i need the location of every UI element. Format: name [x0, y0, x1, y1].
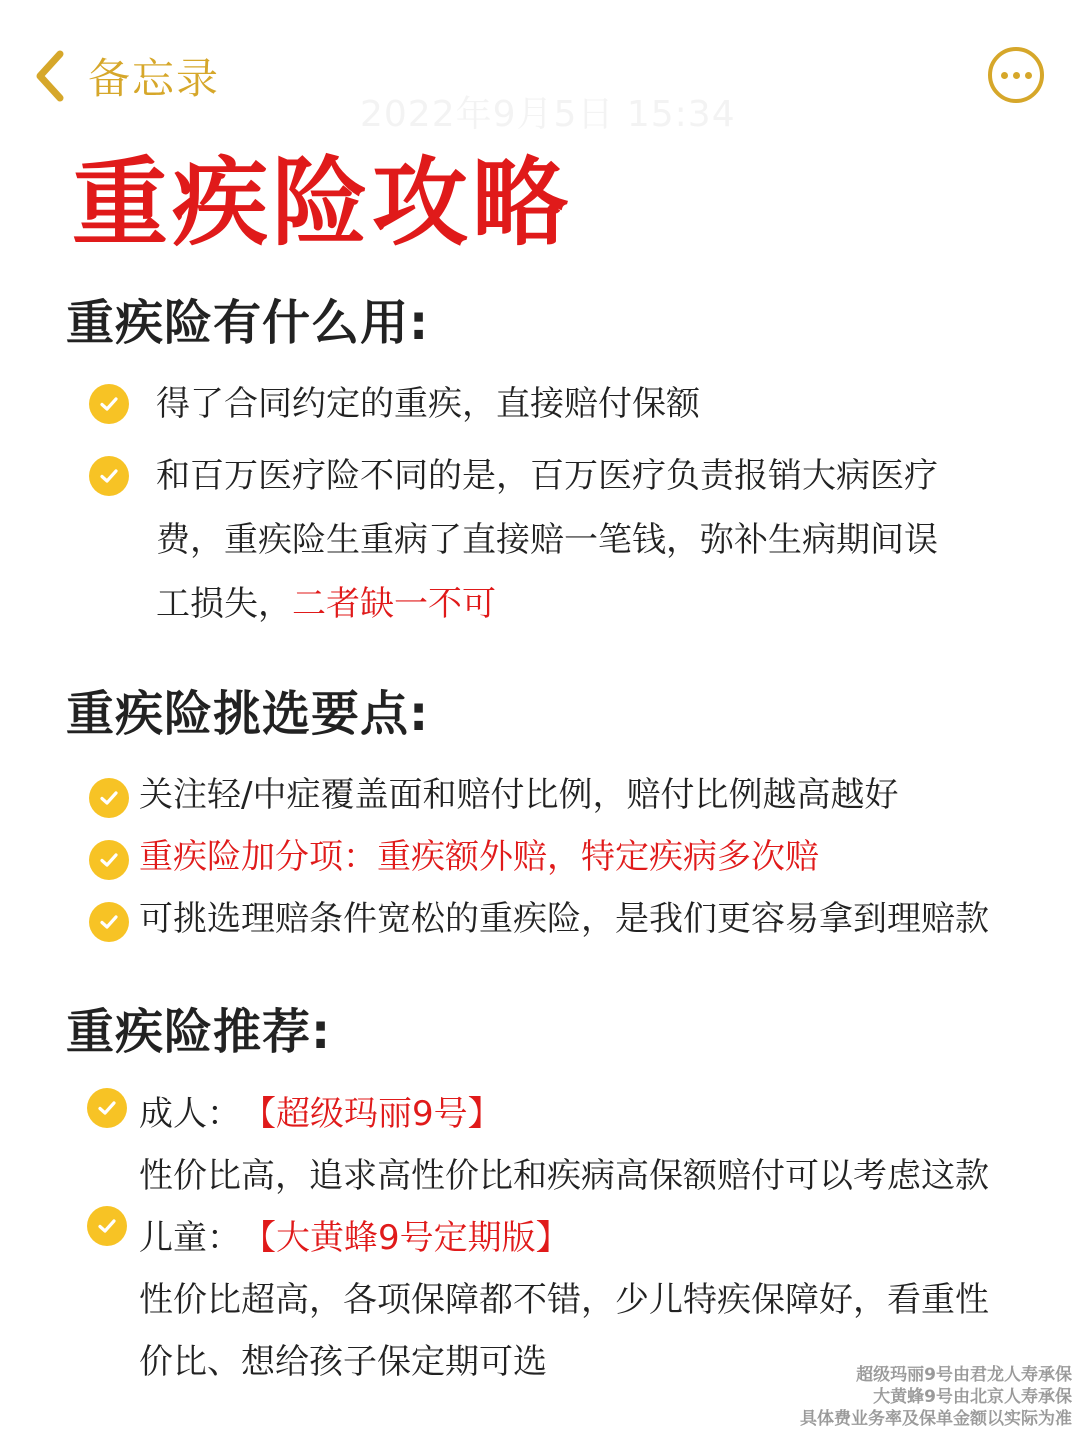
usage-item-2-line-1: 和百万医疗险不同的是，百万医疗负责报销大病医疗 [156, 456, 938, 496]
back-button[interactable] [28, 44, 220, 108]
disclaimer-line: 具体费业务率及保单金额以实际为准 [800, 1409, 1072, 1429]
check-circle-icon [87, 1088, 127, 1128]
recommend-adult-desc: 性价比高，追求高性价比和疾病高保额赔付可以考虑这款 [139, 1156, 989, 1196]
tips-item-2: 重疾险加分项：重疾额外赔，特定疾病多次赔 [139, 837, 819, 877]
recommend-child-label: 儿童： [139, 1218, 241, 1258]
check-circle-icon [89, 778, 129, 818]
highlight-text: 二者缺一不可 [292, 584, 496, 624]
chevron-left-icon [28, 44, 76, 108]
tips-item-1: 关注轻/中症覆盖面和赔付比例，赔付比例越高越好 [139, 775, 899, 815]
usage-item-2-line-3 [156, 582, 496, 626]
recommend-adult-label: 成人： [139, 1094, 241, 1134]
disclaimer-line: 大黄蜂9号由北京人寿承保 [873, 1387, 1072, 1407]
recommend-child-product: 【大黄蜂9号定期版】 [259, 1218, 570, 1258]
note-timestamp: 2022年9月5日 15:34 [360, 94, 736, 135]
page-title: 重疾险攻略 [72, 147, 572, 259]
disclaimer [800, 1364, 1072, 1430]
usage-item-1: 得了合同约定的重疾，直接赔付保额 [156, 384, 700, 424]
check-circle-icon [89, 902, 129, 942]
disclaimer-line: 超级玛丽9号由君龙人寿承保 [856, 1365, 1072, 1385]
section-heading-tips: 重疾险挑选要点: [66, 686, 430, 742]
recommend-child-desc-line-1: 性价比超高，各项保障都不错，少儿特疾保障好，看重性 [139, 1280, 989, 1320]
usage-item-2-line-3-text: 工损失， [156, 584, 292, 624]
more-button[interactable] [988, 47, 1044, 103]
section-heading-usage: 重疾险有什么用: [66, 295, 430, 351]
nav-bar [0, 0, 1080, 150]
check-circle-icon [89, 384, 129, 424]
check-circle-icon [87, 1206, 127, 1246]
section-heading-recommend: 重疾险推荐: [66, 1004, 332, 1060]
recommend-adult [139, 1092, 502, 1136]
usage-item-2-line-2: 费，重疾险生重病了直接赔一笔钱，弥补生病期间误 [156, 520, 938, 560]
check-circle-icon [89, 456, 129, 496]
check-circle-icon [89, 840, 129, 880]
tips-item-3: 可挑选理赔条件宽松的重疾险，是我们更容易拿到理赔款 [139, 899, 989, 939]
recommend-child-desc-line-2: 价比、想给孩子保定期可选 [139, 1342, 547, 1382]
recommend-child [139, 1216, 570, 1260]
recommend-adult-product: 【超级玛丽9号】 [259, 1094, 502, 1134]
more-dots-icon [1001, 72, 1008, 79]
back-label: 备忘录 [88, 54, 221, 103]
